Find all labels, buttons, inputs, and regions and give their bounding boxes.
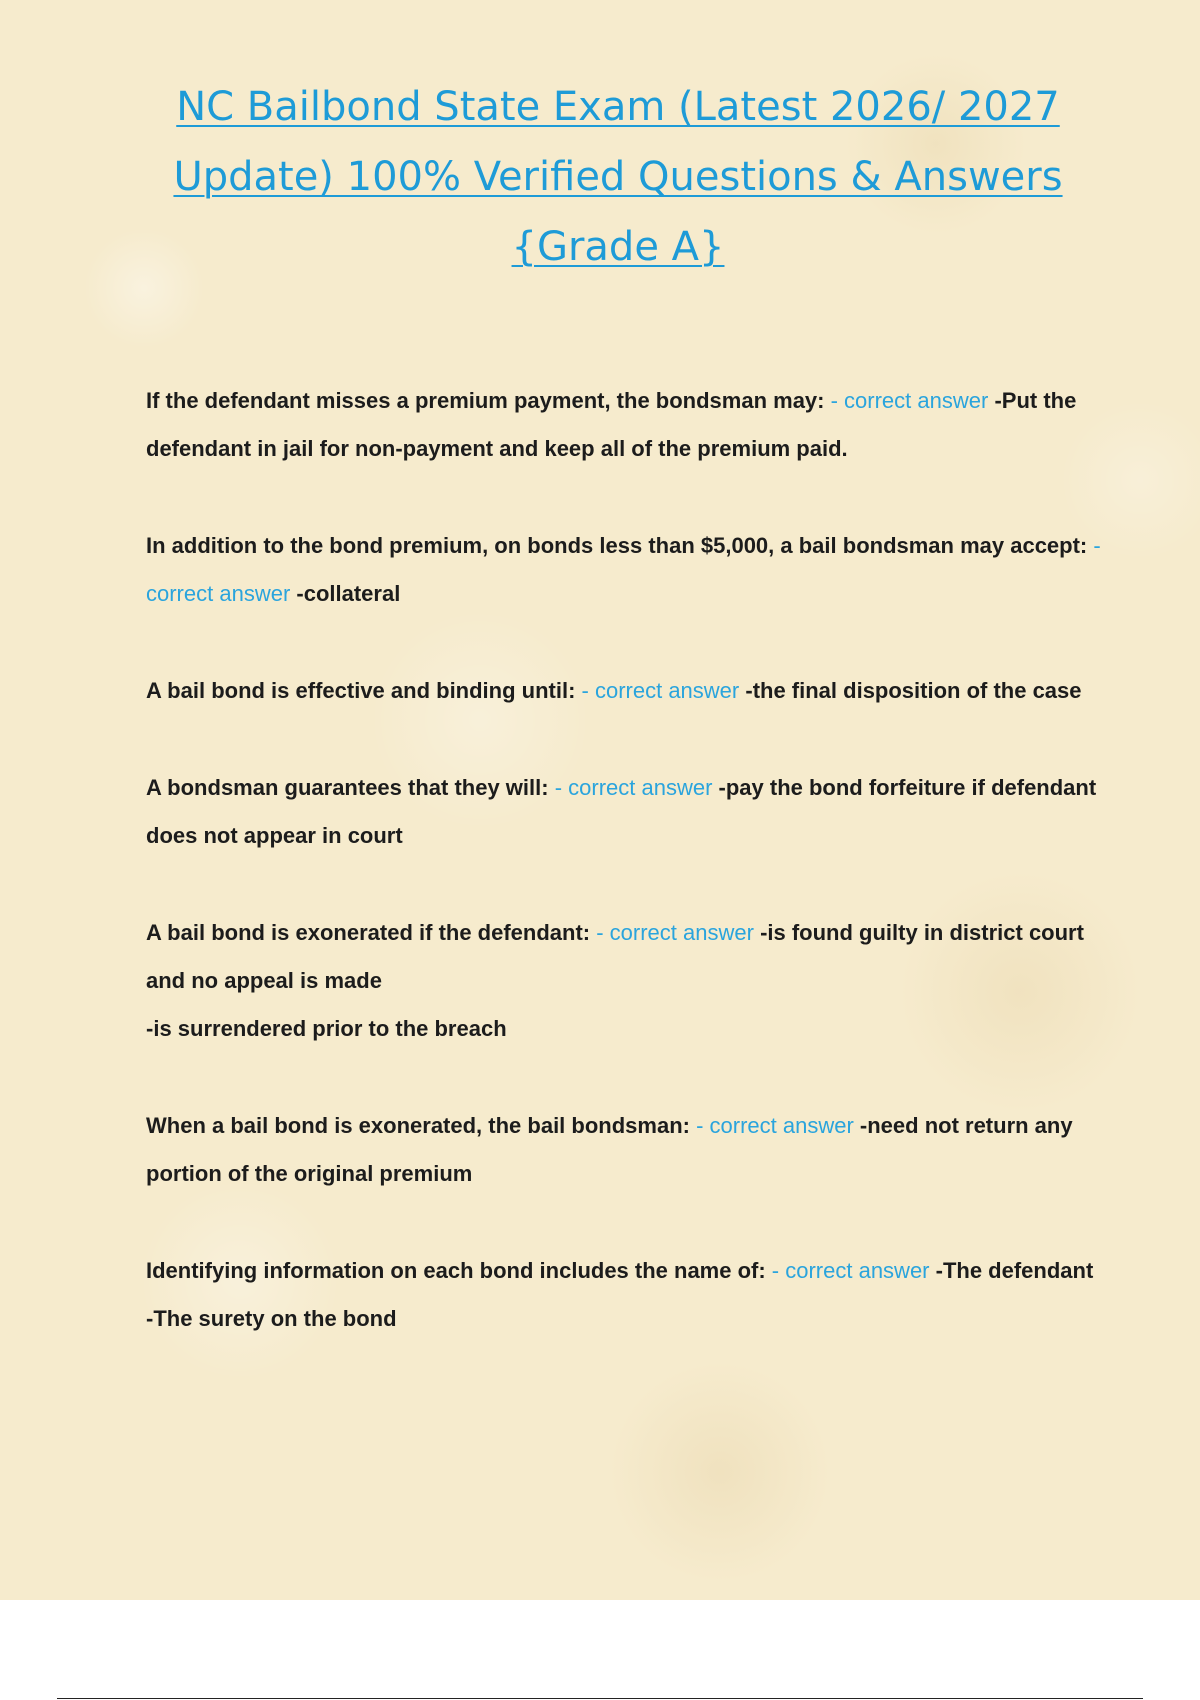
answer-text: -the final disposition of the case [739, 678, 1082, 703]
footer-divider [57, 1698, 1143, 1699]
correct-answer-label: - correct answer [146, 533, 1101, 606]
question-text: A bondsman guarantees that they will: [146, 775, 555, 800]
correct-answer-label: - correct answer [696, 1113, 854, 1138]
answer-text: -need not return any portion of the original premium [146, 1113, 1073, 1186]
qa-item [146, 1102, 1106, 1198]
qa-item [146, 377, 1106, 473]
question-text: In addition to the bond premium, on bonds less than $5,000, a bail bondsman may accept: [146, 533, 1094, 558]
answer-text-line-2: -The surety on the bond [146, 1306, 397, 1331]
question-text: If the defendant misses a premium payment, the bondsman may: [146, 388, 831, 413]
question-text: When a bail bond is exonerated, the bail bondsman: [146, 1113, 697, 1138]
question-text: Identifying information on each bond includes the name of: [146, 1258, 772, 1283]
document-title[interactable]: NC Bailbond State Exam (Latest 2026/ 2027 Update) 100% Verified Questions & Answers {Grade A} [173, 84, 1063, 270]
correct-answer-label: - correct answer [830, 388, 989, 413]
qa-item [146, 909, 1106, 1053]
qa-item [146, 522, 1106, 618]
qa-item [146, 764, 1106, 860]
answer-text: -Put the defendant in jail for non-payment and keep all of the premium paid. [146, 388, 1077, 461]
correct-answer-label: - correct answer [581, 678, 740, 703]
answer-text: -is found guilty in district court and no appeal is made [146, 920, 1084, 993]
correct-answer-label: - correct answer [554, 775, 713, 800]
qa-item [146, 1247, 1106, 1343]
answer-text: -collateral [290, 581, 401, 606]
question-text: A bail bond is exonerated if the defendant: [146, 920, 597, 945]
correct-answer-label: - correct answer [771, 1258, 930, 1283]
answer-text: -The defendant [929, 1258, 1094, 1283]
answer-text: -pay the bond forfeiture if defendant does not appear in court [146, 775, 1097, 848]
answer-text-line-2: -is surrendered prior to the breach [146, 1016, 507, 1041]
qa-list [146, 377, 1106, 1392]
question-text: A bail bond is effective and binding until: [146, 678, 582, 703]
qa-item [146, 667, 1106, 715]
correct-answer-label: - correct answer [596, 920, 754, 945]
